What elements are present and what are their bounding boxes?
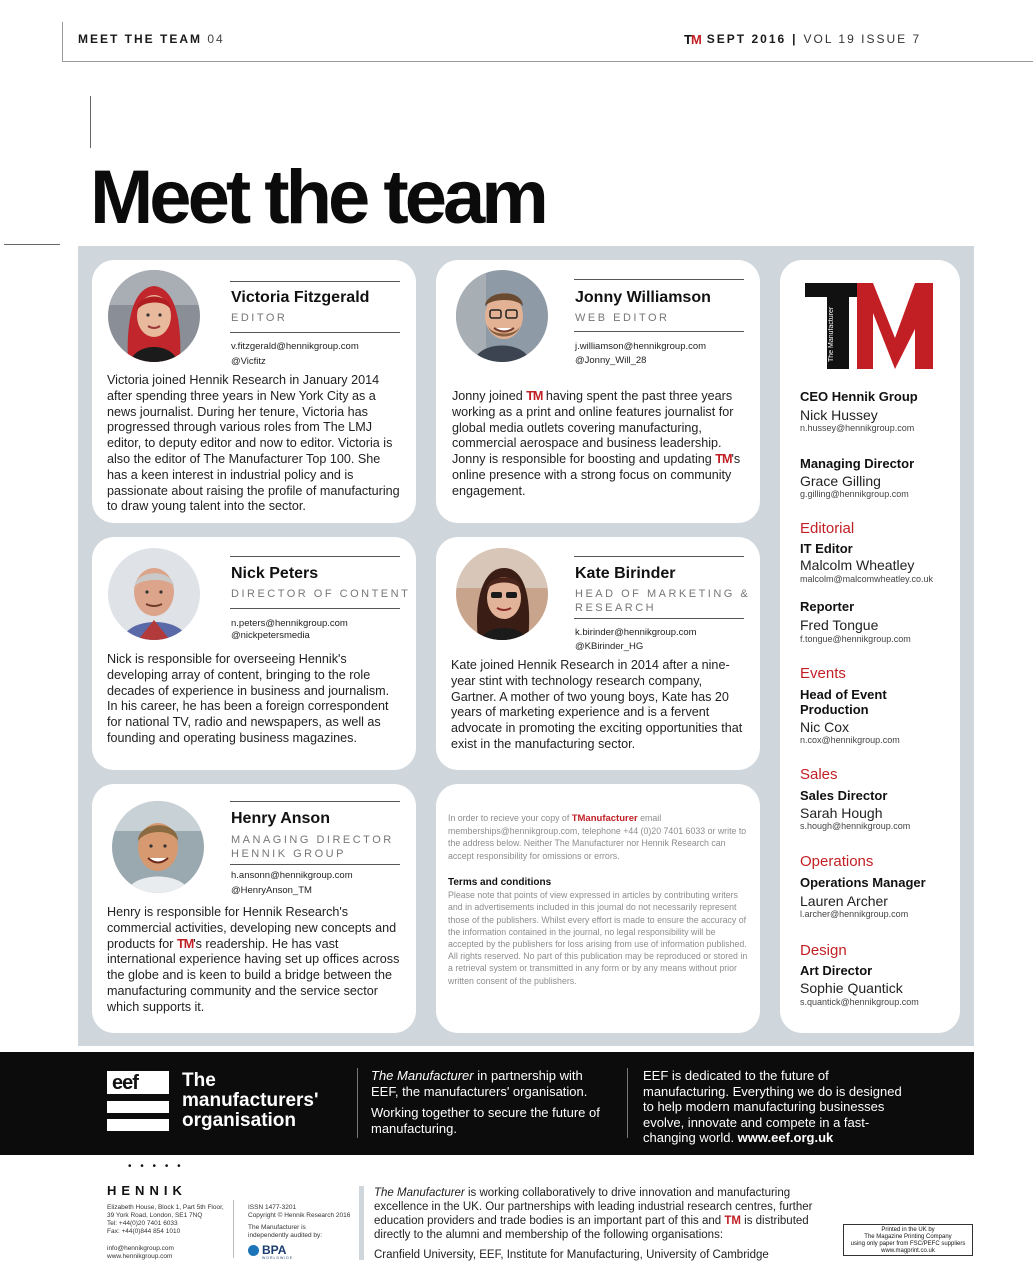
profile-handle[interactable]: @KBirinder_HG bbox=[575, 641, 644, 652]
printer-line: The Magazine Printing Company bbox=[864, 1234, 952, 1240]
masthead-name: Lauren Archer bbox=[800, 893, 888, 909]
volume-issue: VOL 19 ISSUE 7 bbox=[803, 32, 922, 46]
masthead-section: Operations bbox=[800, 853, 874, 870]
avatar-nick bbox=[108, 548, 200, 640]
masthead-name: Sarah Hough bbox=[800, 805, 883, 821]
banner-text: in partnership with EEF, the manufacturers' organisation. bbox=[371, 1068, 588, 1099]
publication-name: The Manufacturer bbox=[374, 1187, 465, 1199]
masthead-email[interactable]: n.hussey@hennikgroup.com bbox=[800, 423, 915, 433]
header-separator: | bbox=[792, 32, 798, 46]
tm-brand-inline: TManufacturer bbox=[571, 813, 638, 824]
profile-role: WEB EDITOR bbox=[575, 312, 670, 324]
profile-name: Henry Anson bbox=[231, 810, 330, 827]
terms-text: Please note that points of view expressed in articles by contributing writers and in advertisements included in this journal do not necessarily represent those of the publishers. Whilst every effort is made to ensure the accuracy of the information contained in the journal, no legal responsibility will be accepted by the publishers for loss arising from use of information published. All rights reserved. No part of this publication may be reproduced or stored in a retrieval system or transmitted in any form or by any means without prior written consent of the publishers. bbox=[448, 890, 748, 986]
masthead-name: Sophie Quantick bbox=[800, 980, 903, 996]
divider bbox=[230, 801, 400, 802]
subscription-intro: email memberships@hennikgroup.com, telephone +44 (0)20 7401 6033 or write to the address below. Neither The Manufacturer nor Hennik Research can accept responsibility for omissions or errors. bbox=[448, 813, 747, 861]
issn-line: ISSN 1477-3201 bbox=[248, 1204, 297, 1211]
profile-bio: Kate joined Hennik Research in 2014 after a nine-year stint with technology research company, Gartner. A mother of two young boys, Kate has 20 years of marketing experience and is a fervent advocate in promoting the exciting opportunities that exist in the manufacturing sector. bbox=[451, 658, 743, 751]
printer-line: Printed in the UK by bbox=[881, 1227, 935, 1233]
distribution-text-part: is working collaboratively to drive innovation and manufacturing excellence in the UK. Our partnerships with leading industrial research centres, further education providers and trade bodies is an important part of this and bbox=[374, 1187, 813, 1227]
avatar-victoria bbox=[108, 270, 200, 362]
banner-divider bbox=[357, 1068, 358, 1138]
hennik-dots: • • • • • bbox=[128, 1161, 184, 1172]
profile-bio bbox=[452, 389, 748, 500]
issue-date: SEPT 2016 bbox=[706, 32, 787, 46]
eef-org-line: The bbox=[182, 1070, 216, 1091]
profile-bio: Nick is responsible for overseeing Hennik's developing array of content, bringing to the role decades of experience in business and journalism. In his career, he has been a foreign correspondent for national TV, radio and newspapers, as well as founding and operating business magazines. bbox=[107, 652, 390, 745]
issn-info bbox=[248, 1204, 350, 1240]
decorative-rule bbox=[90, 96, 91, 148]
masthead-email[interactable]: g.gilling@hennikgroup.com bbox=[800, 489, 909, 499]
bio-text: Henry is responsible for Hennik Research's commercial activities, developing new concepts and products for bbox=[107, 905, 397, 951]
bio-text: 's readership. He has vast international experience having set up offices across the globe and is keen to build a bridge between the manufacturing community and the service sector which supports it. bbox=[107, 936, 400, 1014]
address-line: Fax: +44(0)844 854 1010 bbox=[107, 1228, 181, 1235]
profile-bio: Victoria joined Hennik Research in January 2014 after spending three years in New York City as a news journalist. During her tenure, Victoria has progressed through various roles from The LMJ editor, to deputy editor and now to editor. Victoria is also the editor of The Manufacturer Top 100. She has a keen interest in industrial policy and is passionate about raising the profile of manufacturing to draw young talent into the sector. bbox=[107, 373, 400, 514]
masthead-email[interactable]: s.quantick@hennikgroup.com bbox=[800, 997, 919, 1007]
issue-info bbox=[684, 32, 921, 46]
tm-logo-inline: TM bbox=[724, 1215, 741, 1227]
eef-logo-bar bbox=[107, 1113, 169, 1119]
masthead-email[interactable]: l.archer@hennikgroup.com bbox=[800, 909, 909, 919]
page-title: Meet the team bbox=[90, 155, 545, 240]
bpa-logo bbox=[248, 1243, 286, 1257]
masthead-title: Art Director bbox=[800, 963, 873, 978]
audit-line: The Manufacturer is bbox=[248, 1224, 306, 1231]
tm-logo-small: T M bbox=[684, 31, 701, 47]
printer-line: using only paper from FSC/PEFC suppliers bbox=[850, 1241, 966, 1247]
footer-accent-bar bbox=[359, 1186, 364, 1260]
masthead-title: Operations Manager bbox=[800, 875, 926, 890]
masthead-name: Nic Cox bbox=[800, 719, 850, 735]
masthead-email[interactable]: f.tongue@hennikgroup.com bbox=[800, 634, 911, 644]
profile-name: Victoria Fitzgerald bbox=[231, 289, 370, 306]
eef-org-name bbox=[182, 1071, 319, 1131]
issn-line: Copyright © Hennik Research 2016 bbox=[248, 1212, 351, 1219]
avatar-jonny bbox=[456, 270, 548, 362]
hennik-logo: HENNIK bbox=[107, 1183, 187, 1198]
profile-name: Jonny Williamson bbox=[575, 289, 711, 306]
divider bbox=[574, 331, 744, 332]
publication-name: The Manufacturer bbox=[371, 1068, 474, 1083]
masthead-email[interactable]: malcolm@malcomwheatley.co.uk bbox=[800, 574, 934, 584]
bio-text: having spent the past three years working as a print and online features journalist for global media outlets covering manufacturing, commercial aerospace and business leadership. Jonny is responsible for boosting and updating bbox=[452, 389, 734, 467]
profile-email[interactable]: h.ansonn@hennikgroup.com bbox=[231, 870, 353, 881]
decorative-rule bbox=[4, 244, 60, 245]
bpa-globe-icon bbox=[248, 1245, 259, 1256]
profile-handle[interactable]: @nickpetersmedia bbox=[231, 630, 310, 641]
tm-logo-inline: TM bbox=[177, 936, 194, 951]
tm-logo-inline: TM bbox=[715, 452, 732, 467]
divider bbox=[230, 332, 400, 333]
masthead-name: Nick Hussey bbox=[800, 407, 878, 423]
divider bbox=[574, 618, 744, 619]
masthead-title: IT Editor bbox=[800, 541, 853, 556]
page-number: 04 bbox=[207, 32, 225, 46]
masthead-name: Malcolm Wheatley bbox=[800, 557, 915, 573]
bio-text: Jonny joined bbox=[452, 389, 527, 403]
banner-partnership bbox=[371, 1068, 603, 1136]
eef-org-line: manufacturers' bbox=[182, 1090, 319, 1111]
masthead-title: Reporter bbox=[800, 599, 855, 614]
masthead-name: Fred Tongue bbox=[800, 617, 879, 633]
profile-email[interactable]: v.fitzgerald@hennikgroup.com bbox=[231, 341, 359, 352]
banner-text: EEF is dedicated to the future of manufacturing. Everything we do is designed to help modern manufacturing businesses evolve, innovate and compete in a fast-changing world. bbox=[643, 1068, 902, 1145]
banner-divider bbox=[627, 1068, 628, 1138]
hennik-address bbox=[107, 1204, 224, 1236]
divider bbox=[574, 556, 744, 557]
profile-name: Nick Peters bbox=[231, 565, 319, 582]
eef-link[interactable]: www.eef.org.uk bbox=[737, 1130, 834, 1145]
profile-name: Kate Birinder bbox=[575, 565, 676, 582]
profile-handle[interactable]: @HenryAnson_TM bbox=[231, 885, 312, 896]
avatar-henry bbox=[112, 801, 204, 893]
bio-text: 's online presence with a strong focus on community engagement. bbox=[452, 452, 741, 498]
masthead-title: Sales Director bbox=[800, 788, 888, 803]
masthead-email[interactable]: s.hough@hennikgroup.com bbox=[800, 821, 911, 831]
address-line: Tel: +44(0)20 7401 6033 bbox=[107, 1220, 178, 1227]
profile-role: EDITOR bbox=[231, 312, 288, 324]
profile-email[interactable]: n.peters@hennikgroup.com bbox=[231, 618, 348, 629]
profile-bio bbox=[107, 905, 403, 1016]
bpa-subtext: WORLDWIDE bbox=[262, 1256, 294, 1260]
profile-role: DIRECTOR OF CONTENT bbox=[231, 588, 411, 600]
eef-logo-bar bbox=[107, 1094, 169, 1101]
masthead-name: Grace Gilling bbox=[800, 473, 881, 489]
banner-eef-text bbox=[643, 1068, 913, 1146]
address-line: 39 York Road, London, SE1 7NQ bbox=[107, 1212, 203, 1219]
footer-divider bbox=[233, 1200, 234, 1258]
masthead-section: Design bbox=[800, 942, 847, 959]
divider bbox=[230, 556, 400, 557]
bpa-text: BPA bbox=[262, 1243, 287, 1257]
divider bbox=[230, 864, 400, 865]
banner-text: Working together to secure the future of manufacturing. bbox=[371, 1105, 600, 1136]
logo-vertical-text: The Manufacturer bbox=[828, 306, 835, 362]
hennik-contact bbox=[107, 1245, 174, 1261]
distribution-text bbox=[374, 1186, 814, 1242]
masthead-title: CEO Hennik Group bbox=[800, 389, 918, 404]
profile-email[interactable]: j.williamson@hennikgroup.com bbox=[575, 341, 707, 352]
eef-logo-text: eef bbox=[112, 1072, 138, 1094]
profile-handle[interactable]: @Jonny_Will_28 bbox=[575, 355, 647, 366]
profile-role: RESEARCH bbox=[575, 602, 657, 614]
subscription-text bbox=[448, 812, 748, 862]
masthead-title: Managing Director bbox=[800, 456, 915, 471]
printer-line: www.magprint.co.uk bbox=[881, 1248, 935, 1254]
contact-email[interactable]: info@hennikgroup.com bbox=[107, 1245, 174, 1252]
subscription-intro: In order to recieve your copy of bbox=[448, 813, 572, 823]
masthead-email[interactable]: n.cox@hennikgroup.com bbox=[800, 735, 900, 745]
audit-line: independently audited by: bbox=[248, 1232, 323, 1239]
profile-role: HEAD OF MARKETING & bbox=[575, 588, 751, 600]
profile-role: HENNIK GROUP bbox=[231, 848, 346, 860]
profile-handle[interactable]: @Vicfitz bbox=[231, 356, 266, 367]
divider bbox=[230, 608, 400, 609]
masthead-title: Head of Event Production bbox=[800, 687, 887, 717]
tm-logo-inline: TM bbox=[526, 389, 543, 403]
divider bbox=[230, 281, 400, 282]
tm-logo-large bbox=[805, 283, 933, 369]
terms-heading: Terms and conditions bbox=[448, 877, 552, 888]
avatar-kate bbox=[456, 548, 548, 640]
eef-org-line: organisation bbox=[182, 1110, 297, 1131]
masthead-section: Events bbox=[800, 665, 846, 682]
profile-role: MANAGING DIRECTOR bbox=[231, 834, 394, 846]
profile-email[interactable]: k.birinder@hennikgroup.com bbox=[575, 627, 697, 638]
contact-website[interactable]: www.hennikgroup.com bbox=[107, 1253, 173, 1260]
section-name: MEET THE TEAM bbox=[78, 32, 202, 46]
divider bbox=[574, 279, 744, 280]
partner-organisations: Cranfield University, EEF, Institute for Manufacturing, University of Cambridge bbox=[374, 1249, 769, 1261]
masthead-section: Editorial bbox=[800, 520, 855, 537]
masthead-section: Sales bbox=[800, 766, 838, 783]
printer-credit bbox=[843, 1224, 973, 1256]
terms-block bbox=[448, 876, 748, 987]
distribution-text-part: is distributed directly to the alumni and membership of the following organisations: bbox=[374, 1215, 809, 1241]
section-label bbox=[78, 32, 225, 46]
address-line: Elizabeth House, Block 1, Part 5th Floor, bbox=[107, 1204, 224, 1211]
